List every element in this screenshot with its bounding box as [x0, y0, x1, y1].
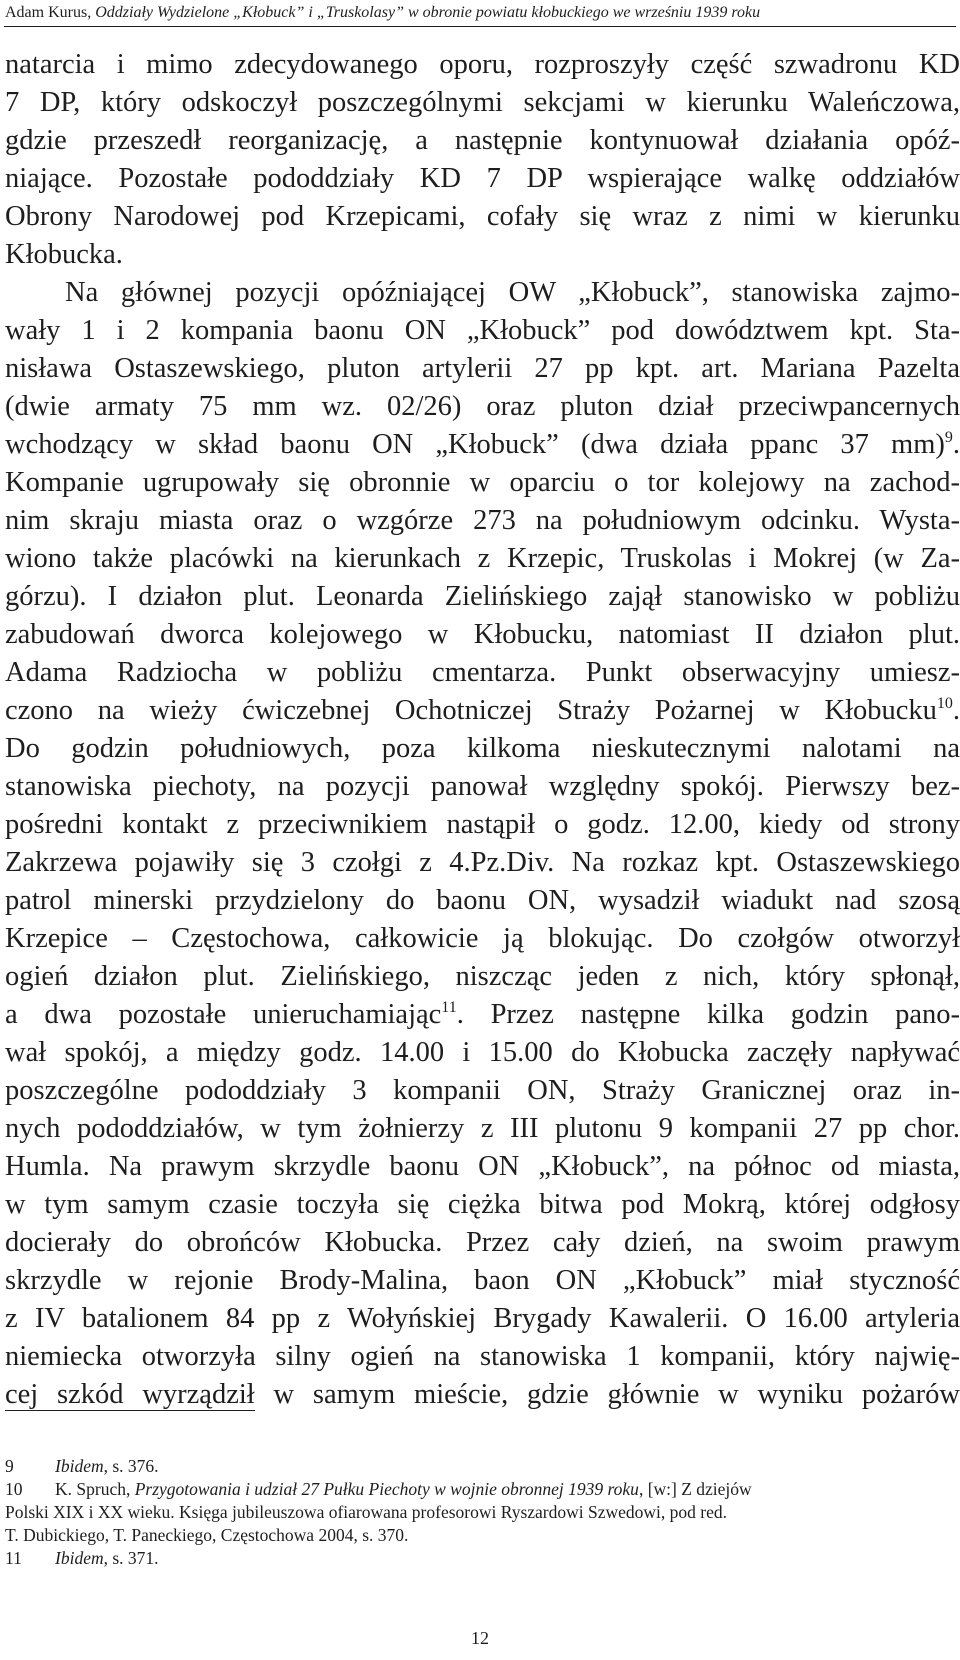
text-line: nim skraju miasta oraz o wzgórze 273 na południowym odcinku. Wysta- [5, 505, 960, 536]
text-line [5, 996, 960, 1034]
text-line [5, 692, 960, 730]
footnote-italic: Przygotowania i udział 27 Pułku Piechoty w wojnie obronnej 1939 roku [134, 1479, 639, 1499]
text-line: nych pododdziałów, w tym żołnierzy z III plutonu 9 kompanii 27 pp chor. [5, 1113, 960, 1144]
text-line: natarcia i mimo zdecydowanego oporu, rozproszyły część szwadronu KD [5, 49, 960, 80]
running-header [5, 4, 760, 22]
header-author: Adam Kurus, [5, 4, 92, 21]
text-line: niające. Pozostałe pododdziały KD 7 DP wspierające walkę oddziałów [5, 163, 960, 194]
text-line: wały 1 i 2 kompania baonu ON „Kłobuck” pod dowództwem kpt. Sta- [5, 315, 960, 346]
footnote-number: 10 [5, 1479, 23, 1499]
text-line: w tym samym czasie toczyła się ciężka bitwa pod Mokrą, której odgłosy [5, 1189, 960, 1220]
body-text [5, 46, 960, 1414]
text-line: górzu). I działon plut. Leonarda Zielińskiego zajął stanowisko w pobliżu [5, 581, 960, 612]
text-line: zabudowań dworca kolejowego w Kłobucku, natomiast II działon plut. [5, 619, 960, 650]
text-line: pośredni kontakt z przeciwnikiem nastąpił o godz. 12.00, kiedy od strony [5, 809, 960, 840]
text-segment: . [952, 429, 960, 460]
footnote-italic: Ibidem [55, 1548, 104, 1568]
footnote-italic: Ibidem [55, 1456, 104, 1476]
text-line: docierały do obrońców Kłobucka. Przez cały dzień, na swoim prawym [5, 1227, 960, 1258]
page-number: 12 [471, 1628, 489, 1648]
text-segment: a dwa pozostałe unieruchamiając [5, 999, 442, 1030]
text-line: Zakrzewa pojawiły się 3 czołgi z 4.Pz.Div. Na rozkaz kpt. Ostaszewskiego [5, 847, 960, 878]
text-line: 7 DP, który odskoczył poszczególnymi sekcjami w kierunku Waleńczowa, [5, 87, 960, 118]
footnote-10-line-2: Polski XIX i XX wieku. Księga jubileuszowa ofiarowana profesorowi Ryszardowi Szwedowi, pod red. [5, 1502, 727, 1522]
text-line: stanowiska piechoty, na pozycji panował względny spokój. Pierwszy bez- [5, 771, 960, 802]
text-line: (dwie armaty 75 mm wz. 02/26) oraz pluton dział przeciwpancernych [5, 391, 960, 422]
text-line: gdzie przeszedł reorganizację, a następnie kontynuował działania opóź- [5, 125, 960, 156]
text-line: niemiecka otworzyła silny ogień na stanowiska 1 kompanii, który najwię- [5, 1341, 960, 1372]
footnote-text: , s. 371. [103, 1548, 159, 1568]
footnote-separator-text: cej szkód wyrządził [5, 1379, 255, 1410]
text-line: patrol minerski przydzielony do baonu ON, wysadził wiadukt nad szosą [5, 885, 960, 916]
footnote-ref-11[interactable]: 11 [441, 999, 457, 1016]
footnote-number: 11 [5, 1548, 22, 1568]
footnote-10 [5, 1478, 960, 1501]
footnote-10-line-3: T. Dubickiego, T. Paneckiego, Częstochowa 2004, s. 370. [5, 1525, 409, 1545]
footnote-11 [5, 1547, 960, 1570]
footnote-text: , s. 376. [103, 1456, 159, 1476]
text-line [5, 426, 960, 464]
text-line: Obrony Narodowej pod Krzepicami, cofały się wraz z nimi w kierunku [5, 201, 960, 232]
text-segment: . [952, 695, 960, 726]
text-line: ogień działon plut. Zielińskiego, niszcząc jeden z nich, który spłonął, [5, 961, 960, 992]
text-line: Na głównej pozycji opóźniającej OW „Kłobuck”, stanowiska zajmo- [65, 277, 960, 308]
text-line: z IV batalionem 84 pp z Wołyńskiej Brygady Kawalerii. O 16.00 artyleria [5, 1303, 960, 1334]
text-segment: wchodzący w skład baonu ON „Kłobuck” (dwa działa ppanc 37 mm) [5, 429, 945, 460]
header-rule [4, 26, 956, 27]
footnote-text: , [w:] Z dziejów [638, 1479, 752, 1499]
text-line: nisława Ostaszewskiego, pluton artylerii 27 pp kpt. art. Mariana Pazelta [5, 353, 960, 384]
footnotes [5, 1455, 960, 1570]
footnote-9 [5, 1455, 960, 1478]
text-line: skrzydle w rejonie Brody-Malina, baon ON „Kłobuck” miał styczność [5, 1265, 960, 1296]
text-segment: czono na wieży ćwiczebnej Ochotniczej Straży Pożarnej w Kłobucku [5, 695, 937, 726]
text-line [5, 1376, 960, 1414]
header-title: Oddziały Wydzielone „Kłobuck” i „Truskolasy” w obronie powiatu kłobuckiego we wrześniu 1939 roku [95, 4, 761, 21]
footnote-number: 9 [5, 1456, 14, 1476]
footnote-ref-10[interactable]: 10 [936, 695, 953, 712]
text-line: Do godzin południowych, poza kilkoma nieskutecznymi nalotami na [5, 733, 960, 764]
text-line: wiono także placówki na kierunkach z Krzepic, Truskolas i Mokrej (w Za- [5, 543, 960, 574]
text-line: wał spokój, a między godz. 14.00 i 15.00 do Kłobucka zaczęły napływać [5, 1037, 960, 1068]
text-line: poszczególne pododdziały 3 kompanii ON, Straży Granicznej oraz in- [5, 1075, 960, 1106]
footnote-ref-9[interactable]: 9 [944, 429, 953, 446]
text-line: Adama Radziocha w pobliżu cmentarza. Punkt obserwacyjny umiesz- [5, 657, 960, 688]
text-line: Kompanie ugrupowały się obronnie w oparciu o tor kolejowy na zachod- [5, 467, 960, 498]
footnote-author: K. Spruch, [55, 1479, 131, 1499]
text-line: Kłobucka. [5, 239, 123, 270]
text-line: Humla. Na prawym skrzydle baonu ON „Kłobuck”, na północ od miasta, [5, 1151, 960, 1182]
text-segment: . Przez następne kilka godzin pano- [456, 999, 960, 1030]
text-segment: w samym mieście, gdzie głównie w wyniku pożarów [273, 1379, 960, 1410]
text-line: Krzepice – Częstochowa, całkowicie ją blokując. Do czołgów otworzył [5, 923, 960, 954]
